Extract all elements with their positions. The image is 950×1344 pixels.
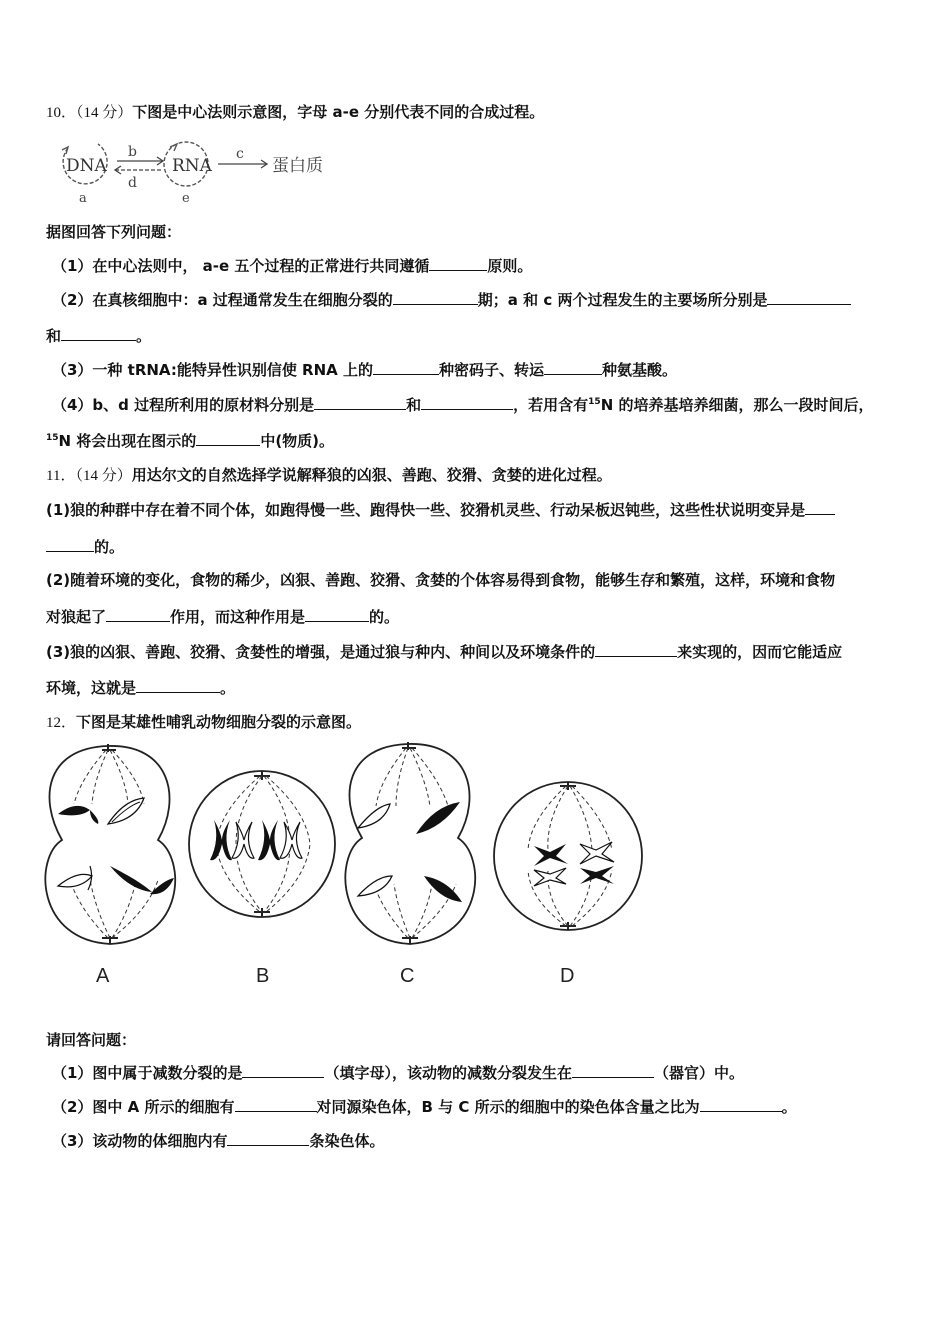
q10-part2-cont: 和 。 xyxy=(46,327,152,345)
answer-blank[interactable] xyxy=(595,641,677,657)
q10-stem: 下图是中心法则示意图，字母 a-e 分别代表不同的合成过程。 xyxy=(132,103,545,121)
cell-division-figure xyxy=(40,740,660,990)
q12-number: 12． xyxy=(46,715,77,731)
answer-blank[interactable] xyxy=(314,394,406,410)
cell-label-d: D xyxy=(560,965,575,987)
q12-part3: （3）该动物的体细胞内有 条染色体。 xyxy=(52,1132,385,1150)
answer-blank[interactable] xyxy=(196,430,260,446)
cell-a xyxy=(45,744,175,987)
q10-prompt: 据图回答下列问题： xyxy=(46,223,182,241)
protein-label: 蛋白质 xyxy=(272,156,323,176)
q11-part3-cont: 环境，这就是 。 xyxy=(46,679,236,697)
central-dogma-diagram xyxy=(46,130,346,206)
cell-d xyxy=(494,782,642,987)
label-d: d xyxy=(128,175,137,191)
answer-blank[interactable] xyxy=(106,606,170,622)
q10-part2: （2）在真核细胞中：a 过程通常发生在细胞分裂的 期；a 和 c 两个过程发生的主要场所分别是 xyxy=(52,289,851,310)
answer-blank[interactable] xyxy=(227,1130,309,1146)
q11-stem: 用达尔文的自然选择学说解释狼的凶狠、善跑、狡猾、贪婪的进化过程。 xyxy=(131,466,612,484)
q11-number: 11． xyxy=(46,468,76,484)
answer-blank[interactable] xyxy=(305,606,369,622)
q11-part1: (1)狼的种群中存在着不同个体，如跑得慢一些、跑得快一些、狡猾机灵些、行动呆板迟钝些，这些性状说明变异是 xyxy=(46,499,835,520)
answer-blank[interactable] xyxy=(805,499,835,515)
q11-part2: (2)随着环境的变化，食物的稀少，凶狠、善跑、狡猾、贪婪的个体容易得到食物，能够生存和繁殖，这样，环境和食物 xyxy=(46,571,836,589)
q12-prompt: 请回答问题： xyxy=(46,1031,137,1049)
q12-header xyxy=(46,712,361,733)
label-c: c xyxy=(236,146,244,162)
q10-header xyxy=(46,102,544,123)
rna-label: RNA xyxy=(172,156,212,176)
answer-blank[interactable] xyxy=(61,325,136,341)
answer-blank[interactable] xyxy=(242,1062,324,1078)
label-b: b xyxy=(128,144,137,160)
answer-blank[interactable] xyxy=(46,536,94,552)
q10-number: 10． xyxy=(46,105,77,121)
answer-blank[interactable] xyxy=(373,359,439,375)
answer-blank[interactable] xyxy=(429,255,487,271)
answer-blank[interactable] xyxy=(235,1096,317,1112)
q10-part3: （3）一种 tRNA:能特异性识别信使 RNA 上的 种密码子、转运 种氨基酸。 xyxy=(52,361,678,379)
q11-header xyxy=(46,465,612,486)
cell-label-c: C xyxy=(400,965,415,987)
q11-part1-cont: 的。 xyxy=(46,536,124,557)
answer-blank[interactable] xyxy=(572,1062,654,1078)
q11-part2-cont: 对狼起了 作用，而这种作用是 的。 xyxy=(46,608,400,626)
dna-label: DNA xyxy=(66,156,107,176)
answer-blank[interactable] xyxy=(136,677,220,693)
answer-blank[interactable] xyxy=(393,289,478,305)
q12-stem: 下图是某雄性哺乳动物细胞分裂的示意图。 xyxy=(76,713,362,731)
q10-part4: （4）b、d 过程所利用的原材料分别是 和 ，若用含有$^{15}$N 的培养基培养细菌，那么一段时间后， xyxy=(52,396,874,414)
q10-part4-cont: $^{15}$N 将会出现在图示的 中(物质)。 xyxy=(46,432,335,450)
cell-label-b: B xyxy=(256,965,270,987)
cell-b xyxy=(189,771,335,987)
q11-part3: (3)狼的凶狠、善跑、狡猾、贪婪性的增强，是通过狼与种内、种间以及环境条件的 来实现的，因而它能适应 xyxy=(46,643,843,661)
cell-c xyxy=(345,742,475,987)
q10-part1: （1）在中心法则中， a-e 五个过程的正常进行共同遵循 原则。 xyxy=(52,257,533,275)
cell-label-a: A xyxy=(96,965,110,987)
label-e: e xyxy=(182,191,190,206)
answer-blank[interactable] xyxy=(421,394,513,410)
answer-blank[interactable] xyxy=(767,289,851,305)
q11-score: （14 分） xyxy=(75,468,132,484)
q12-part1: （1）图中属于减数分裂的是 （填字母），该动物的减数分裂发生在 （器官）中。 xyxy=(52,1064,744,1082)
label-a: a xyxy=(79,191,87,206)
q12-part2: （2）图中 A 所示的细胞有 对同源染色体，B 与 C 所示的细胞中的染色体含量之比为 。 xyxy=(52,1098,797,1116)
answer-blank[interactable] xyxy=(700,1096,782,1112)
q10-score: （14 分） xyxy=(76,105,133,121)
answer-blank[interactable] xyxy=(544,359,602,375)
